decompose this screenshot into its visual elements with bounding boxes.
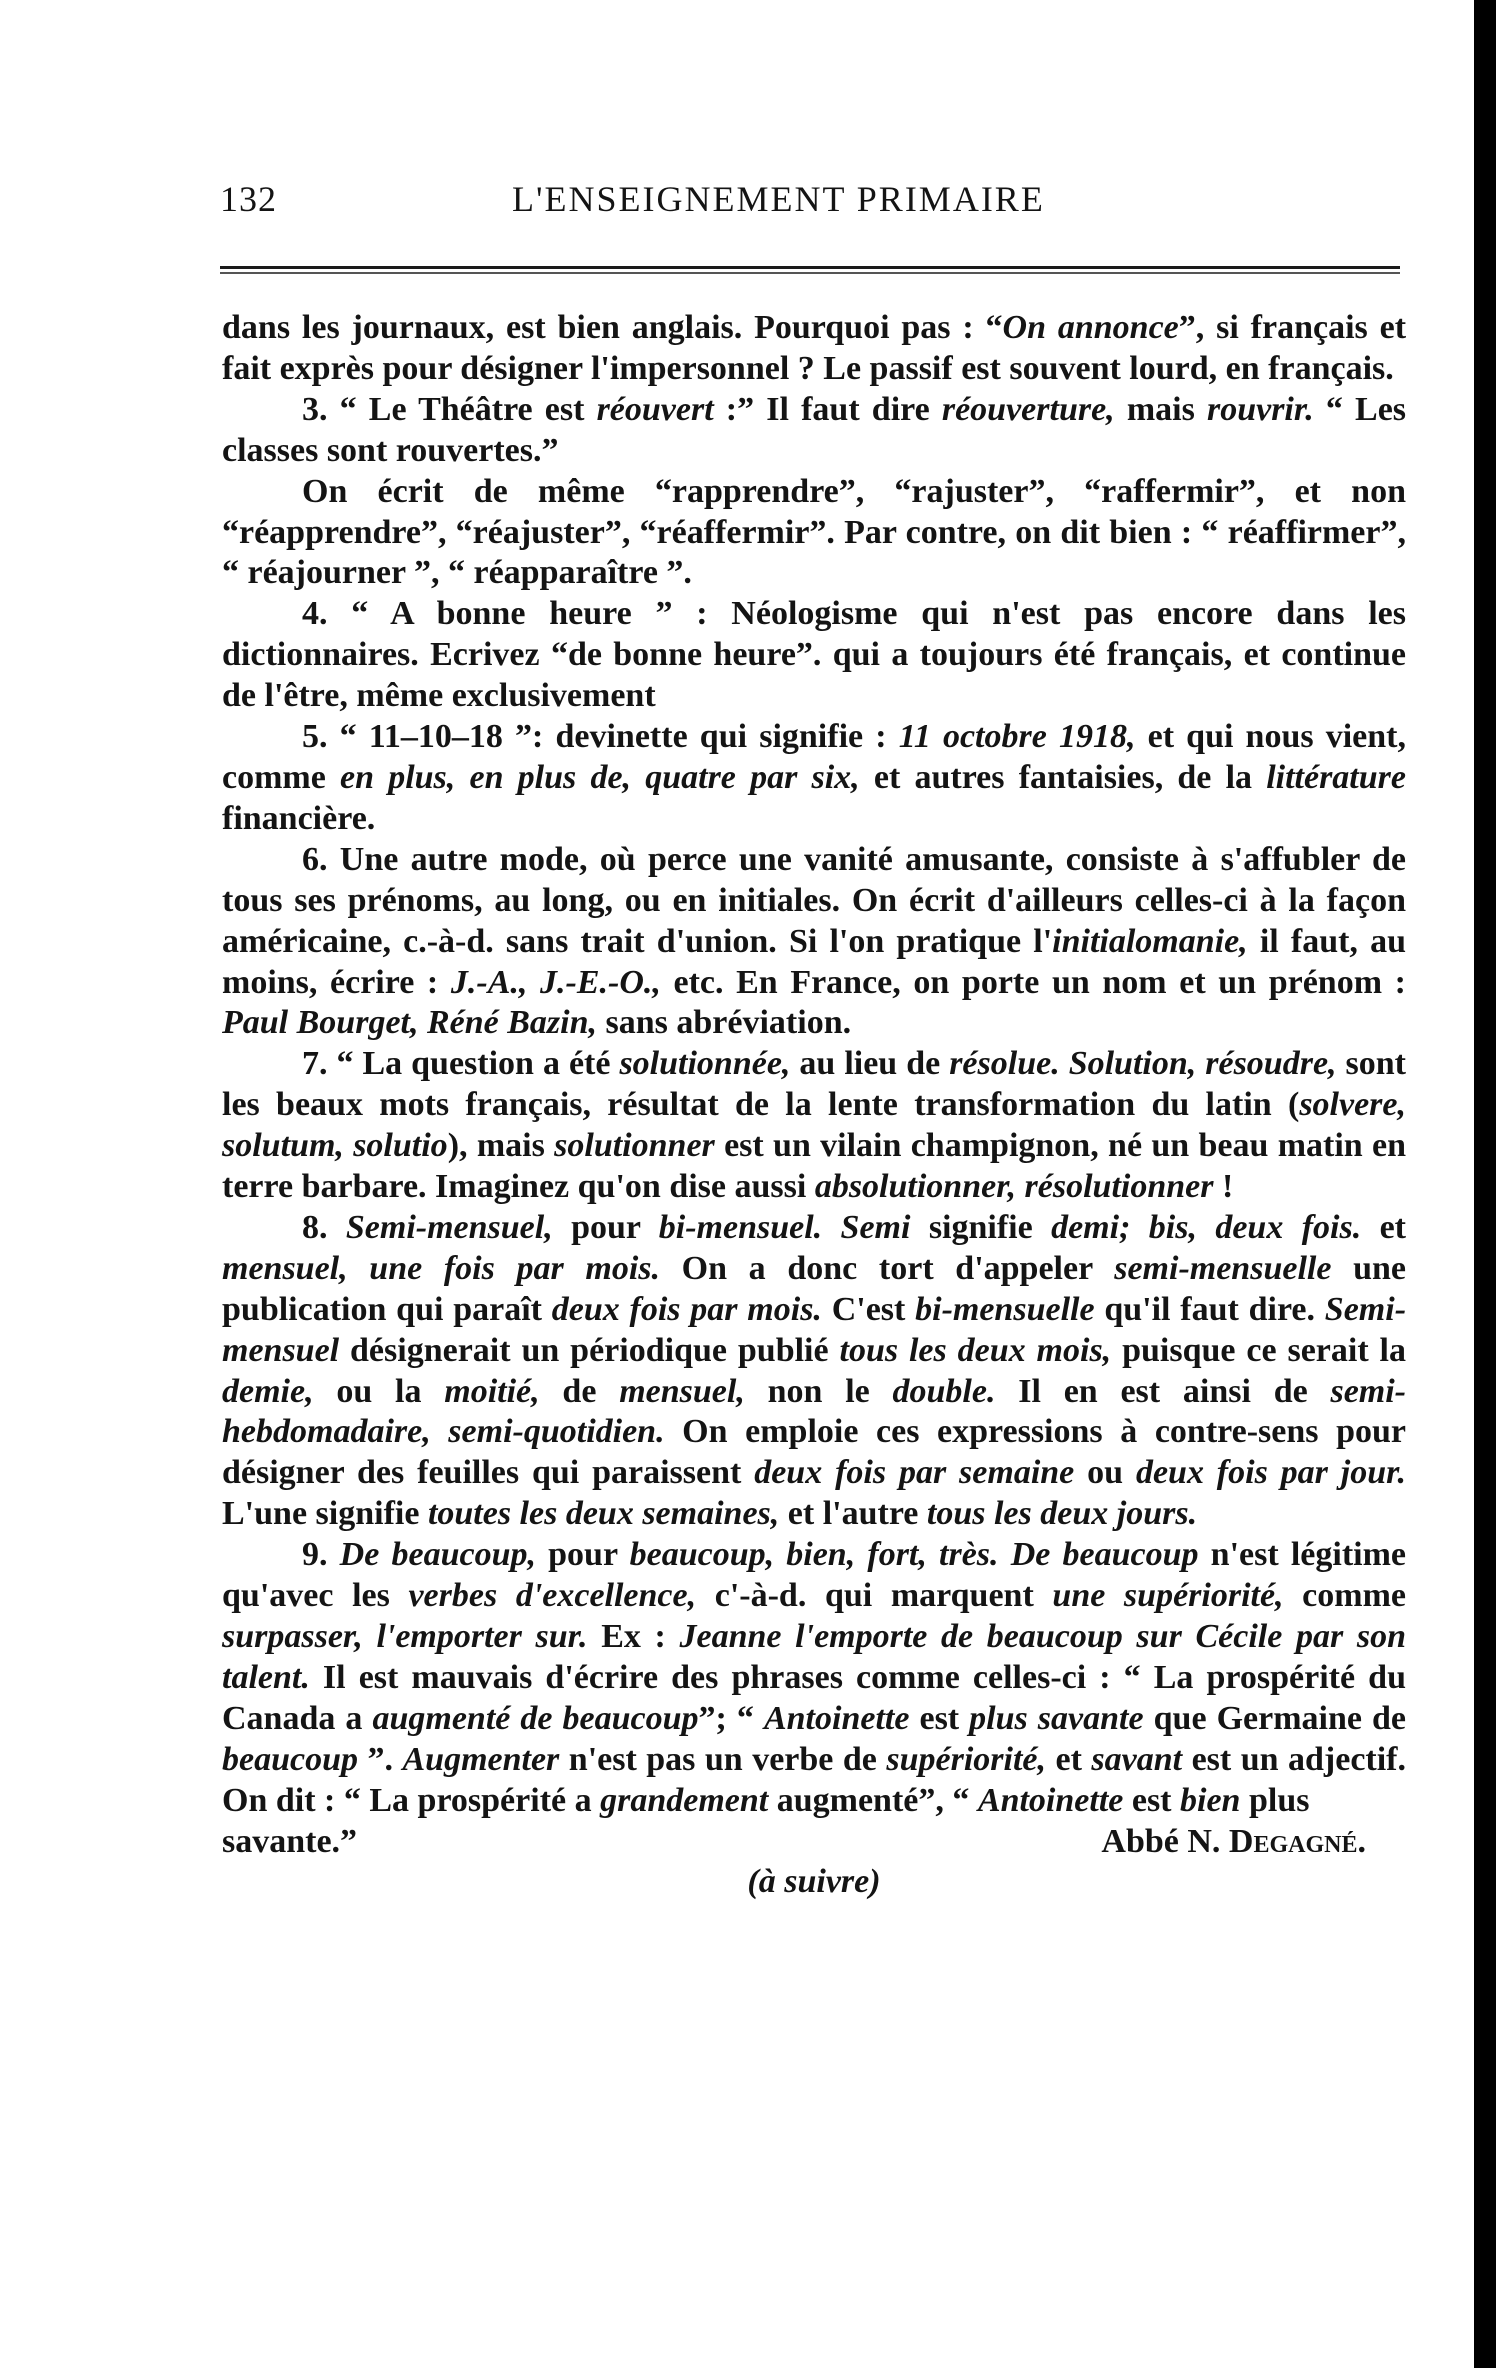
paragraph-5: 5. “ 11–10–18 ”: devinette qui signifie : 11 octobre 1918, et qui nous vient, comme en plus, en plus de, quatre par six, et autres fantaisies, de la littérature financière.: [222, 718, 1407, 837]
final-word: savante.”: [222, 1822, 358, 1860]
to-be-continued: (à suivre): [747, 1863, 881, 1901]
author-surname: Degagné.: [1228, 1822, 1366, 1860]
header-rule: [220, 266, 1400, 269]
article-body: [222, 308, 1406, 1903]
page-number: 132: [220, 179, 277, 219]
paragraph-8: 8. Semi-mensuel, pour bi-mensuel. Semi signifie demi; bis, deux fois. et mensuel, une fois par mois. On a donc tort d'appeler semi-mensuelle une publication qui paraît deux fois par mois. C'est bi-mensuelle qu'il faut dire. Semi-mensuel désignerait un périodique publié tous les deux mois, puisque ce serait la demie, ou la moitié, de mensuel, non le double. Il en est ainsi de semi-hebdomadaire, semi-quotidien. On emploie ces expressions à contre-sens pour désigner des feuilles qui paraissent deux fois par semaine ou deux fois par jour. L'une signifie toutes les deux semaines, et l'autre tous les deux jours.: [222, 1208, 1407, 1533]
page-header: [220, 178, 1410, 228]
paragraph-4: 4. “ A bonne heure ” : Néologisme qui n'est pas encore dans les dictionnaires. Ecrivez “de bonne heure”. qui a toujours été français, et continue de l'être, même exclusivement: [222, 595, 1406, 715]
signature-line: [222, 1822, 1406, 1863]
paragraph-7: 7. “ La question a été solutionnée, au lieu de résolue. Solution, résoudre, sont les beaux mots français, résultat de la lente transformation du latin (solvere, solutum, solutio), mais solutionner est un vilain champignon, né un beau matin en terre barbare. Imaginez qu'on dise aussi absolutionner, résolutionner !: [222, 1045, 1407, 1206]
paragraph-3b: On écrit de même “rapprendre”, “rajuster”, “raffermir”, et non “réapprendre”, “réajuster”, “réaffermir”. Par contre, on dit bien : “ réaffirmer”, “ réajourner ”, “ réapparaître ”.: [222, 472, 1406, 592]
paragraph-continued: dans les journaux, est bien anglais. Pourquoi pas : “On annonce”, si français et fait exprès pour désigner l'impersonnel ? Le passif est souvent lourd, en français.: [222, 309, 1407, 387]
paragraph-9: 9. De beaucoup, pour beaucoup, bien, fort, très. De beaucoup n'est légitime qu'avec les verbes d'excellence, c'-à-d. qui marquent une supériorité, comme surpasser, l'emporter sur. Ex : Jeanne l'emporte de beaucoup sur Cécile par son talent. Il est mauvais d'écrire des phrases comme celles-ci : “ La prospérité du Canada a augmenté de beaucoup”; “ Antoinette est plus savante que Germaine de beaucoup ”. Augmenter n'est pas un verbe de supériorité, et savant est un adjectif. On dit : “ La prospérité a grandement augmenté”, “ Antoinette est bien plus: [222, 1536, 1407, 1819]
header-rule-secondary: [220, 272, 1400, 274]
paragraph-6: 6. Une autre mode, où perce une vanité amusante, consiste à s'affubler de tous ses prénoms, au long, ou en initiales. On écrit d'ailleurs celles-ci à la façon américaine, c.-à-d. sans trait d'union. Si l'on pratique l'initialomanie, il faut, au moins, écrire : J.-A., J.-E.-O., etc. En France, on porte un nom et un prénom : Paul Bourget, Réné Bazin, sans abréviation.: [222, 840, 1406, 1042]
page-edge-shadow: [1474, 0, 1496, 2368]
paragraph-3: 3. “ Le Théâtre est réouvert :” Il faut dire réouverture, mais rouvrir. “ Les classes sont rouvertes.”: [222, 390, 1407, 469]
running-title: L'ENSEIGNEMENT PRIMAIRE: [512, 179, 1045, 219]
author-signature: Abbé N. Degagné.: [1101, 1822, 1366, 1860]
